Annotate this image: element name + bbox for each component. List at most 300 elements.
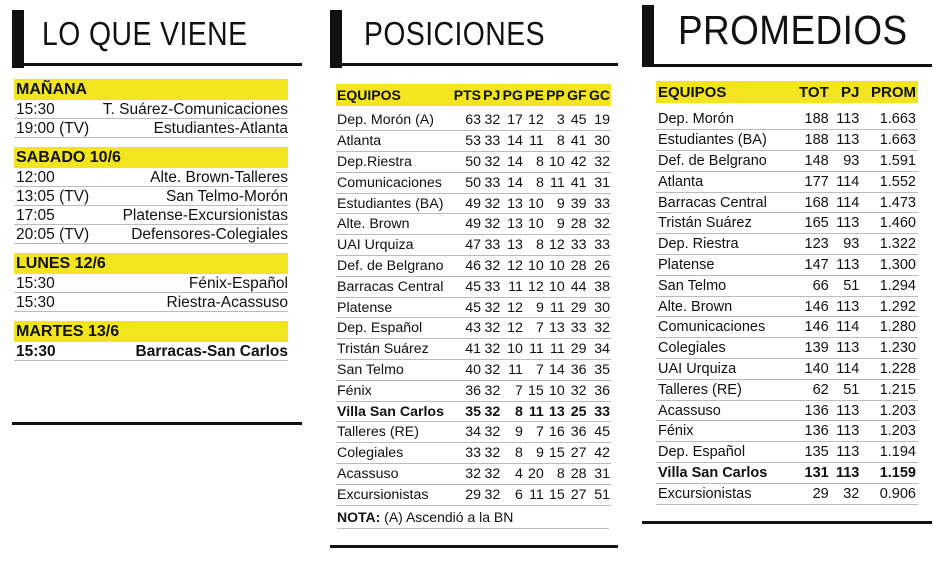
team-name-cell: Def. de Belgrano	[336, 256, 452, 277]
table-row	[336, 380, 611, 401]
stat-cell: 32	[482, 401, 501, 422]
schedule-match	[14, 293, 288, 312]
stat-cell: 135	[793, 442, 831, 463]
stat-cell: 33	[482, 276, 501, 297]
stat-cell: 45	[452, 276, 482, 297]
match-teams: Fénix-Español	[188, 275, 288, 292]
stat-cell: 139	[793, 338, 831, 359]
standings-table	[336, 84, 611, 506]
table-row	[656, 463, 918, 484]
stat-cell: 7	[501, 380, 524, 401]
stat-cell: 113	[831, 130, 862, 151]
stat-cell: 50	[452, 152, 482, 173]
stat-cell: 1.215	[861, 379, 918, 400]
column-header: EQUIPOS	[656, 81, 793, 103]
stat-cell: 1.203	[861, 400, 918, 421]
team-name-cell: Fénix	[656, 421, 793, 442]
table-row	[656, 421, 918, 442]
stat-cell: 49	[452, 193, 482, 214]
stat-cell: 35	[452, 401, 482, 422]
team-name-cell: Talleres (RE)	[336, 422, 452, 443]
stat-cell: 123	[793, 234, 831, 255]
standings-bottom-rule	[330, 545, 618, 548]
stat-cell: 13	[545, 401, 566, 422]
stat-cell: 33	[588, 193, 611, 214]
match-teams: Alte. Brown-Talleres	[150, 169, 288, 186]
lo-que-viene-title: LO QUE VIENE	[42, 15, 248, 52]
stat-cell: 31	[588, 464, 611, 485]
stat-cell: 113	[831, 255, 862, 276]
stat-cell: 63	[452, 110, 482, 131]
match-time: 15:30	[16, 101, 55, 118]
schedule-day	[14, 253, 288, 312]
stat-cell: 32	[482, 318, 501, 339]
stat-cell: 32	[588, 152, 611, 173]
schedule-list	[14, 79, 288, 361]
stat-cell: 11	[545, 172, 566, 193]
stat-cell: 25	[566, 401, 588, 422]
stat-cell: 29	[452, 484, 482, 505]
schedule-day-label: SABADO 10/6	[14, 147, 288, 168]
table-row	[336, 422, 611, 443]
stat-cell: 33	[452, 443, 482, 464]
stat-cell: 165	[793, 213, 831, 234]
table-row	[336, 360, 611, 381]
column-header: PROM	[861, 81, 918, 103]
match-teams: T. Suárez-Comunicaciones	[102, 101, 288, 118]
stat-cell: 11	[524, 401, 545, 422]
stat-cell: 45	[588, 422, 611, 443]
team-name-cell: Colegiales	[336, 443, 452, 464]
column-header: PJ	[482, 84, 501, 106]
stat-cell: 114	[831, 171, 862, 192]
stat-cell: 1.292	[861, 296, 918, 317]
stat-cell: 32	[482, 193, 501, 214]
table-row	[336, 152, 611, 173]
table-row	[656, 317, 918, 338]
stat-cell: 10	[545, 276, 566, 297]
stat-cell: 33	[588, 401, 611, 422]
stat-cell: 36	[566, 360, 588, 381]
stat-cell: 113	[831, 338, 862, 359]
stat-cell: 7	[524, 318, 545, 339]
team-name-cell: Comunicaciones	[336, 172, 452, 193]
stat-cell: 51	[831, 275, 862, 296]
table-row	[656, 213, 918, 234]
stat-cell: 32	[588, 318, 611, 339]
stat-cell: 53	[452, 131, 482, 152]
table-row	[336, 339, 611, 360]
team-name-cell: Estudiantes (BA)	[656, 130, 793, 151]
team-name-cell: Excursionistas	[336, 484, 452, 505]
stat-cell: 36	[566, 422, 588, 443]
schedule-day	[14, 79, 288, 138]
team-name-cell: San Telmo	[336, 360, 452, 381]
match-teams: Barracas-San Carlos	[135, 343, 288, 360]
stat-cell: 4	[501, 464, 524, 485]
table-row	[656, 171, 918, 192]
stat-cell: 49	[452, 214, 482, 235]
table-row	[656, 338, 918, 359]
lo-que-viene-section	[12, 8, 302, 66]
column-header: PE	[524, 84, 545, 106]
team-name-cell: Platense	[336, 297, 452, 318]
stat-cell: 1.552	[861, 171, 918, 192]
team-name-cell: Tristán Suárez	[656, 213, 793, 234]
stat-cell: 35	[588, 360, 611, 381]
schedule-match	[14, 100, 288, 119]
posiciones-section	[330, 8, 618, 66]
stat-cell: 6	[501, 484, 524, 505]
stat-cell: 11	[501, 360, 524, 381]
stat-cell: 114	[831, 359, 862, 380]
stat-cell: 93	[831, 234, 862, 255]
stat-cell: 10	[524, 193, 545, 214]
stat-cell: 13	[545, 318, 566, 339]
match-teams: Riestra-Acassuso	[166, 294, 288, 311]
team-name-cell: Dep.Riestra	[336, 152, 452, 173]
stat-cell: 11	[545, 297, 566, 318]
promedios-title: PROMEDIOS	[678, 7, 908, 53]
table-row	[656, 275, 918, 296]
stat-cell: 44	[566, 276, 588, 297]
stat-cell: 15	[524, 380, 545, 401]
stat-cell: 8	[524, 152, 545, 173]
column-header: PJ	[831, 81, 862, 103]
promedios-section	[642, 5, 932, 67]
stat-cell: 32	[566, 380, 588, 401]
stat-cell: 113	[831, 400, 862, 421]
stat-cell: 34	[452, 422, 482, 443]
stat-cell: 20	[524, 464, 545, 485]
schedule-match	[14, 206, 288, 225]
team-name-cell: Dep. Morón	[656, 109, 793, 130]
match-teams: San Telmo-Morón	[165, 188, 288, 205]
stat-cell: 146	[793, 296, 831, 317]
averages-bottom-rule	[642, 521, 932, 524]
stat-cell: 1.294	[861, 275, 918, 296]
stat-cell: 51	[831, 379, 862, 400]
stat-cell: 28	[566, 464, 588, 485]
stat-cell: 12	[524, 110, 545, 131]
stat-cell: 10	[501, 339, 524, 360]
stat-cell: 42	[566, 152, 588, 173]
stat-cell: 14	[545, 360, 566, 381]
header-bar-decoration	[330, 10, 342, 68]
schedule-day-label: MARTES 13/6	[14, 321, 288, 342]
stat-cell: 93	[831, 151, 862, 172]
stat-cell: 29	[566, 339, 588, 360]
stat-cell: 114	[831, 192, 862, 213]
column-header: TOT	[793, 81, 831, 103]
lo-que-viene-header	[12, 8, 302, 66]
match-time: 15:30	[16, 294, 55, 311]
match-time: 17:05	[16, 207, 55, 224]
match-time: 19:00 (TV)	[16, 120, 90, 137]
stat-cell: 32	[482, 464, 501, 485]
team-name-cell: Estudiantes (BA)	[336, 193, 452, 214]
match-teams: Defensores-Colegiales	[131, 226, 288, 243]
stat-cell: 32	[482, 297, 501, 318]
team-name-cell: Dep. Riestra	[656, 234, 793, 255]
team-name-cell: UAI Urquiza	[656, 359, 793, 380]
schedule-match	[14, 168, 288, 187]
stat-cell: 36	[452, 380, 482, 401]
schedule-bottom-rule	[12, 422, 302, 425]
team-name-cell: Villa San Carlos	[656, 463, 793, 484]
stat-cell: 34	[588, 339, 611, 360]
stat-cell: 146	[793, 317, 831, 338]
stat-cell: 12	[501, 256, 524, 277]
stat-cell: 8	[524, 172, 545, 193]
table-row	[656, 400, 918, 421]
stat-cell: 11	[545, 339, 566, 360]
stat-cell: 1.228	[861, 359, 918, 380]
column-header: PP	[545, 84, 566, 106]
stat-cell: 19	[588, 110, 611, 131]
table-row	[336, 484, 611, 505]
stat-cell: 9	[545, 193, 566, 214]
stat-cell: 33	[482, 131, 501, 152]
stat-cell: 188	[793, 109, 831, 130]
stat-cell: 32	[452, 464, 482, 485]
stat-cell: 8	[545, 464, 566, 485]
stat-cell: 7	[524, 360, 545, 381]
stat-cell: 11	[524, 484, 545, 505]
stat-cell: 131	[793, 463, 831, 484]
table-row	[656, 379, 918, 400]
stat-cell: 11	[501, 276, 524, 297]
stat-cell: 8	[501, 443, 524, 464]
stat-cell: 10	[545, 152, 566, 173]
stat-cell: 0.906	[861, 483, 918, 504]
table-row	[656, 151, 918, 172]
table-row	[336, 318, 611, 339]
stat-cell: 41	[566, 131, 588, 152]
team-name-cell: Dep. Morón (A)	[336, 110, 452, 131]
stat-cell: 8	[501, 401, 524, 422]
schedule-match	[14, 187, 288, 206]
table-row	[656, 109, 918, 130]
team-name-cell: Def. de Belgrano	[656, 151, 793, 172]
table-row	[336, 276, 611, 297]
stat-cell: 177	[793, 171, 831, 192]
stat-cell: 10	[545, 256, 566, 277]
stat-cell: 136	[793, 400, 831, 421]
stat-cell: 11	[524, 339, 545, 360]
stat-cell: 32	[482, 214, 501, 235]
table-row	[336, 172, 611, 193]
stat-cell: 14	[501, 152, 524, 173]
team-name-cell: Excursionistas	[656, 483, 793, 504]
team-name-cell: Barracas Central	[336, 276, 452, 297]
team-name-cell: Alte. Brown	[336, 214, 452, 235]
match-teams: Estudiantes-Atlanta	[153, 120, 288, 137]
stat-cell: 40	[452, 360, 482, 381]
table-row	[336, 193, 611, 214]
stat-cell: 136	[793, 421, 831, 442]
stat-cell: 113	[831, 442, 862, 463]
match-time: 20:05 (TV)	[16, 226, 90, 243]
stat-cell: 13	[501, 193, 524, 214]
stat-cell: 9	[501, 422, 524, 443]
stat-cell: 168	[793, 192, 831, 213]
table-row	[336, 235, 611, 256]
stat-cell: 33	[482, 235, 501, 256]
stat-cell: 43	[452, 318, 482, 339]
team-name-cell: Colegiales	[656, 338, 793, 359]
stat-cell: 9	[524, 443, 545, 464]
stat-cell: 1.230	[861, 338, 918, 359]
stat-cell: 1.322	[861, 234, 918, 255]
stat-cell: 47	[452, 235, 482, 256]
table-row	[336, 297, 611, 318]
stat-cell: 39	[566, 193, 588, 214]
match-time: 13:05 (TV)	[16, 188, 90, 205]
stat-cell: 12	[545, 235, 566, 256]
table-row	[336, 401, 611, 422]
stat-cell: 10	[524, 214, 545, 235]
stat-cell: 16	[545, 422, 566, 443]
stat-cell: 113	[831, 421, 862, 442]
stat-cell: 31	[588, 172, 611, 193]
stat-cell: 1.591	[861, 151, 918, 172]
column-header: GC	[588, 84, 611, 106]
header-bar-decoration	[642, 5, 654, 65]
stat-cell: 42	[588, 443, 611, 464]
stat-cell: 114	[831, 317, 862, 338]
schedule-match	[14, 119, 288, 138]
table-row	[656, 359, 918, 380]
stat-cell: 1.194	[861, 442, 918, 463]
match-time: 15:30	[16, 275, 55, 292]
stat-cell: 7	[524, 422, 545, 443]
stat-cell: 33	[482, 172, 501, 193]
stat-cell: 32	[482, 380, 501, 401]
averages-header-row	[656, 81, 918, 103]
stat-cell: 10	[545, 380, 566, 401]
table-row	[336, 464, 611, 485]
stat-cell: 45	[566, 110, 588, 131]
match-time: 15:30	[16, 343, 56, 360]
stat-cell: 1.473	[861, 192, 918, 213]
stat-cell: 32	[482, 256, 501, 277]
stat-cell: 15	[545, 443, 566, 464]
header-bar-decoration	[12, 10, 24, 68]
table-row	[336, 256, 611, 277]
column-header: PTS	[452, 84, 482, 106]
team-name-cell: Atlanta	[336, 131, 452, 152]
stat-cell: 1.203	[861, 421, 918, 442]
stat-cell: 1.663	[861, 130, 918, 151]
table-row	[656, 255, 918, 276]
table-row	[336, 214, 611, 235]
averages-table	[656, 81, 918, 505]
team-name-cell: Fénix	[336, 380, 452, 401]
stat-cell: 46	[452, 256, 482, 277]
stat-cell: 140	[793, 359, 831, 380]
stat-cell: 26	[588, 256, 611, 277]
team-name-cell: Alte. Brown	[656, 296, 793, 317]
table-row	[336, 110, 611, 131]
promedios-header	[642, 5, 932, 67]
team-name-cell: Dep. Español	[656, 442, 793, 463]
posiciones-header	[330, 8, 618, 66]
stat-cell: 32	[482, 422, 501, 443]
team-name-cell: Platense	[656, 255, 793, 276]
note-label: NOTA:	[337, 509, 381, 525]
stat-cell: 32	[482, 443, 501, 464]
match-time: 12:00	[16, 169, 55, 186]
stat-cell: 14	[501, 172, 524, 193]
stat-cell: 188	[793, 130, 831, 151]
table-row	[656, 192, 918, 213]
stat-cell: 12	[501, 297, 524, 318]
stat-cell: 148	[793, 151, 831, 172]
stat-cell: 32	[482, 484, 501, 505]
stat-cell: 33	[566, 235, 588, 256]
stat-cell: 33	[588, 235, 611, 256]
standings-header-row	[336, 84, 611, 106]
stat-cell: 17	[501, 110, 524, 131]
stat-cell: 14	[501, 131, 524, 152]
stat-cell: 12	[501, 318, 524, 339]
schedule-day	[14, 321, 288, 361]
column-header: GF	[566, 84, 588, 106]
table-row	[336, 131, 611, 152]
stat-cell: 113	[831, 213, 862, 234]
stat-cell: 29	[566, 297, 588, 318]
stat-cell: 9	[524, 297, 545, 318]
team-name-cell: Tristán Suárez	[336, 339, 452, 360]
stat-cell: 1.663	[861, 109, 918, 130]
stat-cell: 32	[482, 152, 501, 173]
stat-cell: 36	[588, 380, 611, 401]
stat-cell: 30	[588, 131, 611, 152]
stat-cell: 66	[793, 275, 831, 296]
table-row	[656, 442, 918, 463]
stat-cell: 1.300	[861, 255, 918, 276]
column-header: EQUIPOS	[336, 84, 452, 106]
stat-cell: 28	[566, 214, 588, 235]
team-name-cell: Barracas Central	[656, 192, 793, 213]
stat-cell: 15	[545, 484, 566, 505]
stat-cell: 1.159	[861, 463, 918, 484]
stat-cell: 32	[482, 110, 501, 131]
stat-cell: 30	[588, 297, 611, 318]
table-row	[656, 296, 918, 317]
stat-cell: 8	[524, 235, 545, 256]
stat-cell: 41	[566, 172, 588, 193]
stat-cell: 51	[588, 484, 611, 505]
stat-cell: 13	[501, 214, 524, 235]
column-header: PG	[501, 84, 524, 106]
stat-cell: 50	[452, 172, 482, 193]
stat-cell: 28	[566, 256, 588, 277]
stat-cell: 41	[452, 339, 482, 360]
stat-cell: 32	[482, 360, 501, 381]
stat-cell: 8	[545, 131, 566, 152]
stat-cell: 45	[452, 297, 482, 318]
team-name-cell: San Telmo	[656, 275, 793, 296]
standings-note	[337, 509, 609, 529]
team-name-cell: Villa San Carlos	[336, 401, 452, 422]
team-name-cell: Comunicaciones	[656, 317, 793, 338]
stat-cell: 27	[566, 484, 588, 505]
stat-cell: 32	[588, 214, 611, 235]
team-name-cell: Acassuso	[336, 464, 452, 485]
posiciones-title: POSICIONES	[364, 15, 545, 52]
